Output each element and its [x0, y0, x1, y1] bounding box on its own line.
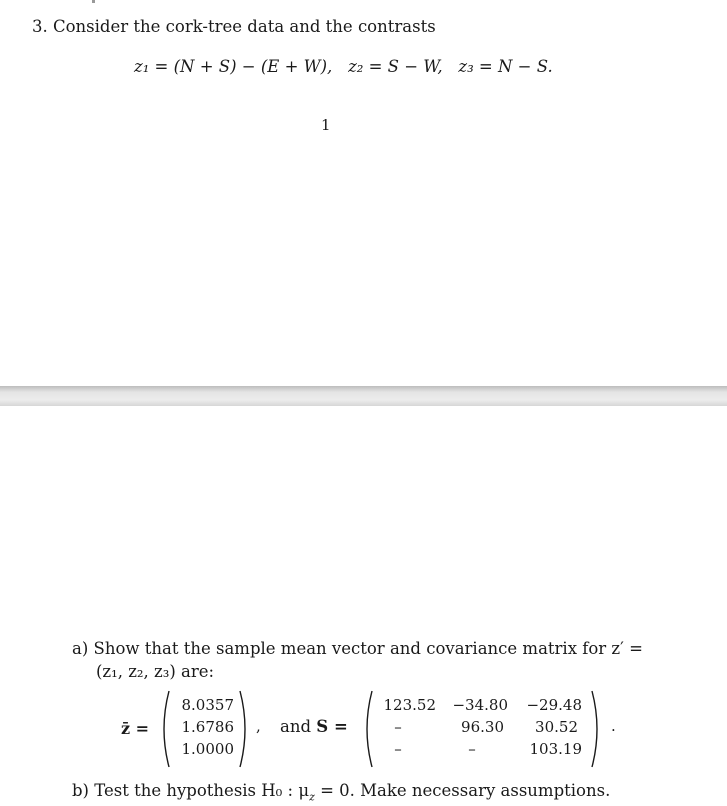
page-edge-mark	[92, 0, 95, 3]
matrix-cell: –	[394, 740, 402, 758]
part-a-line2: (z₁, z₂, z₃) are:	[96, 662, 215, 681]
contrast-z3: z₃ = N − S.	[458, 57, 553, 76]
matrix-cell: 30.52	[535, 718, 578, 736]
mean-vector-entry: 8.0357	[181, 696, 234, 714]
part-b-text-after: = 0. Make necessary assumptions.	[314, 781, 611, 800]
S-label: S =	[316, 717, 348, 736]
and-text: and	[280, 717, 312, 736]
matrix-cell: 103.19	[529, 740, 582, 758]
matrix-left-paren	[360, 690, 374, 768]
page-1	[0, 0, 727, 386]
question-number: 3.	[32, 17, 48, 36]
matrix-cell: −34.80	[452, 696, 508, 714]
part-b-label: b)	[72, 781, 89, 800]
matrix-cell: –	[468, 740, 476, 758]
contrast-z2: z₂ = S − W,	[348, 57, 443, 76]
matrix-cell: −29.48	[526, 696, 582, 714]
page-number: 1	[321, 116, 331, 134]
part-b-subscript: z	[309, 790, 315, 804]
question-intro	[32, 17, 436, 36]
page-separator	[0, 386, 727, 406]
end-period: .	[611, 717, 616, 735]
matrix-cell: 96.30	[461, 718, 504, 736]
question-intro-text: Consider the cork-tree data and the contrasts	[53, 17, 436, 36]
part-a	[72, 637, 643, 683]
mean-vector-entry: 1.0000	[181, 740, 234, 758]
comma: ,	[256, 717, 261, 735]
part-b-text-before: Test the hypothesis H₀ : μ	[94, 781, 310, 800]
vector-right-paren	[238, 690, 252, 768]
matrix-right-paren	[590, 690, 604, 768]
matrix-cell: –	[394, 718, 402, 736]
vector-left-paren	[157, 690, 171, 768]
contrast-z1: z₁ = (N + S) − (E + W),	[134, 57, 333, 76]
part-b	[72, 781, 610, 803]
mean-vector-entry: 1.6786	[181, 718, 234, 736]
contrast-definitions	[134, 57, 553, 76]
matrix-cell: 123.52	[383, 696, 436, 714]
zbar-label: z̄ =	[121, 719, 150, 738]
and-S-label	[280, 717, 348, 736]
part-a-line1: Show that the sample mean vector and covariance matrix for z′ =	[93, 639, 643, 658]
part-a-label: a)	[72, 639, 89, 658]
